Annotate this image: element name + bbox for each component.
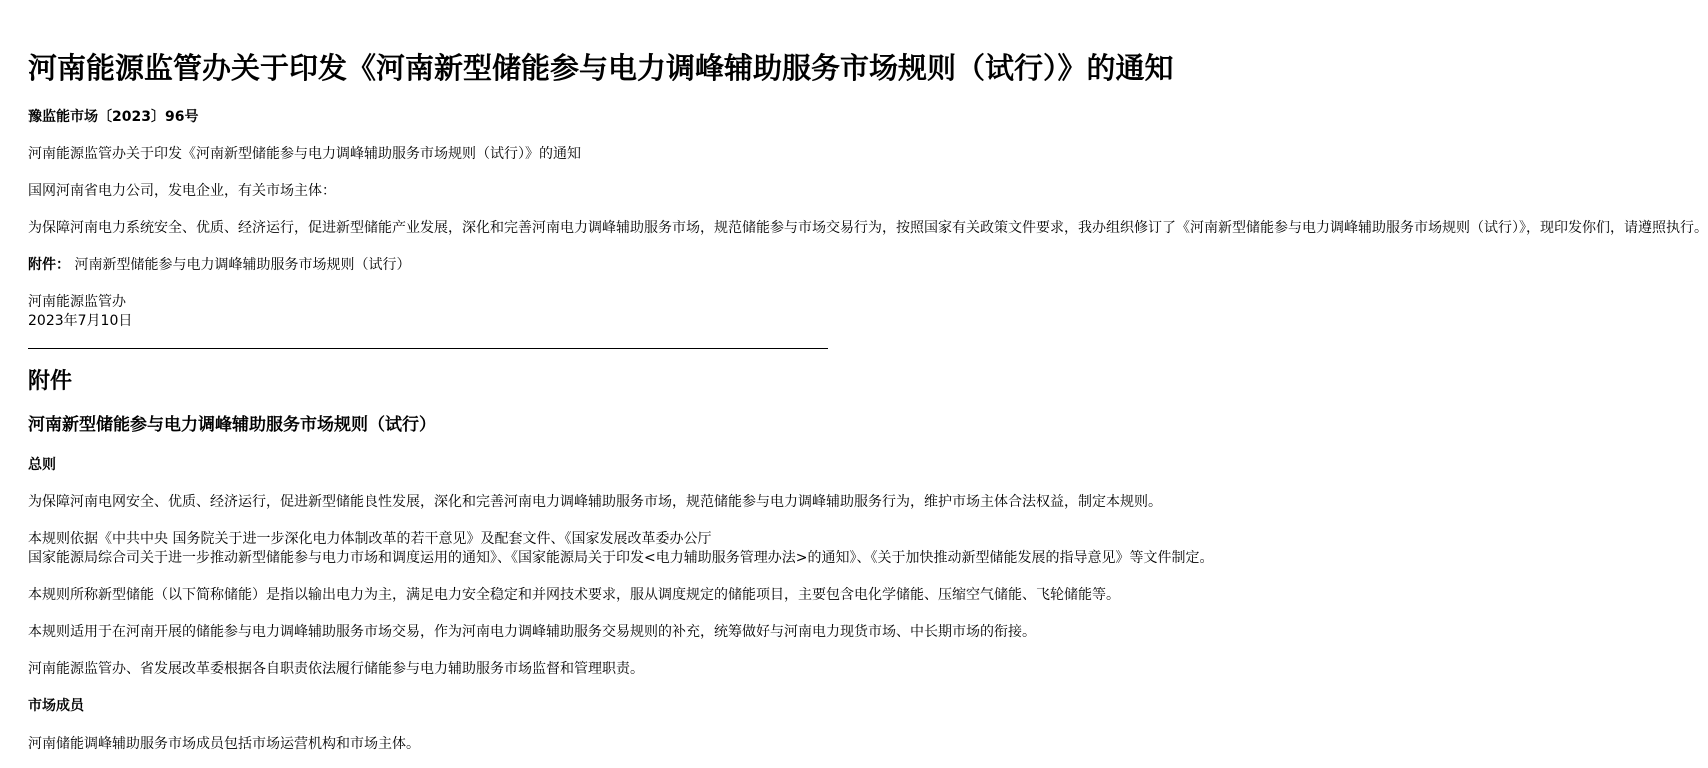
page-title: 河南能源监管办关于印发《河南新型储能参与电力调峰辅助服务市场规则（试行）》的通知 xyxy=(28,51,1174,85)
attachment-name: 河南新型储能参与电力调峰辅助服务市场规则（试行） xyxy=(74,257,411,273)
recipients: 国网河南省电力公司，发电企业，有关市场主体： xyxy=(28,183,336,199)
paragraph-6: 河南储能调峰辅助服务市场成员包括市场运营机构和市场主体。 xyxy=(28,736,420,752)
paragraph-2-line-1: 本规则依据《中共中央 国务院关于进一步深化电力体制改革的若干意见》及配套文件、《国家发展改革委办公厅 xyxy=(28,531,712,547)
attachment-label: 附件： xyxy=(28,257,70,273)
appendix-heading: 附件 xyxy=(28,369,73,394)
document-page xyxy=(28,0,1708,768)
paragraph-4: 本规则适用于在河南开展的储能参与电力调峰辅助服务市场交易，作为河南电力调峰辅助服务交易规则的补充，统筹做好与河南电力现货市场、中长期市场的衔接。 xyxy=(28,624,1036,640)
issuer: 河南能源监管办 xyxy=(28,294,126,310)
paragraph-3: 本规则所称新型储能（以下简称储能）是指以输出电力为主，满足电力安全稳定和并网技术要求，服从调度规定的储能项目，主要包含电化学储能、压缩空气储能、飞轮储能等。 xyxy=(28,587,1120,603)
notice-title: 河南能源监管办关于印发《河南新型储能参与电力调峰辅助服务市场规则（试行）》的通知 xyxy=(28,146,581,162)
rules-title: 河南新型储能参与电力调峰辅助服务市场规则（试行） xyxy=(28,415,436,435)
issue-date: 2023年7月10日 xyxy=(28,313,133,329)
section-general: 总则 xyxy=(28,457,56,473)
paragraph-2-line-2: 国家能源局综合司关于进一步推动新型储能参与电力市场和调度运用的通知》、《国家能源局关于印发<电力辅助服务管理办法>的通知》、《关于加快推动新型储能发展的指导意见》等文件制定。 xyxy=(28,550,1214,566)
intro-paragraph: 为保障河南电力系统安全、优质、经济运行，促进新型储能产业发展，深化和完善河南电力调峰辅助服务市场，规范储能参与市场交易行为，按照国家有关政策文件要求，我办组织修订了《河南新型储能参与电力调峰辅助服务市场规则（试行）》，现印发你们，请遵照执行。 xyxy=(28,220,1708,236)
document-number: 豫监能市场〔2023〕96号 xyxy=(28,109,199,125)
paragraph-1: 为保障河南电网安全、优质、经济运行，促进新型储能良性发展，深化和完善河南电力调峰辅助服务市场，规范储能参与电力调峰辅助服务行为，维护市场主体合法权益，制定本规则。 xyxy=(28,494,1162,510)
attachment-line xyxy=(28,256,410,274)
paragraph-5: 河南能源监管办、省发展改革委根据各自职责依法履行储能参与电力辅助服务市场监督和管理职责。 xyxy=(28,661,644,677)
section-members: 市场成员 xyxy=(28,698,84,714)
divider xyxy=(28,348,828,349)
